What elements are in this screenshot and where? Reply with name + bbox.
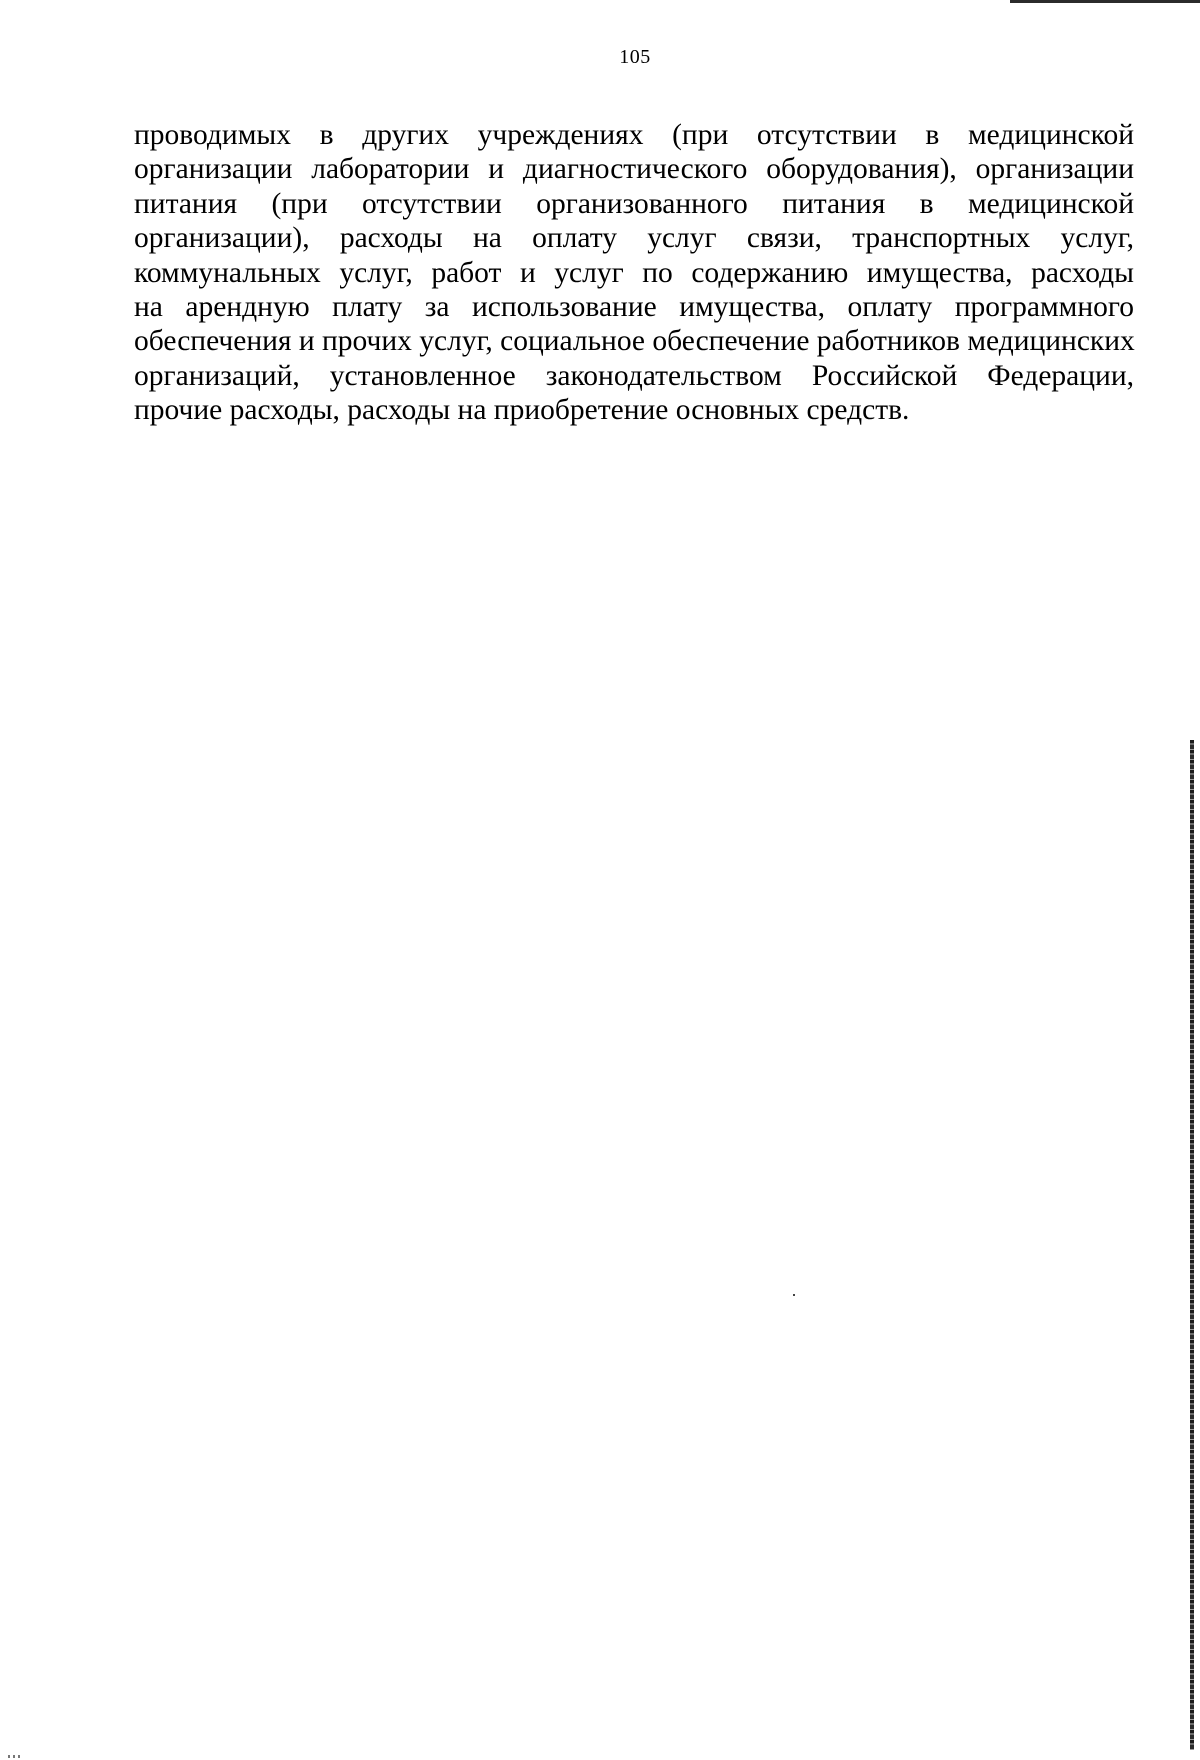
body-paragraph xyxy=(134,118,1134,428)
paragraph-line-9: прочие расходы, расходы на приобретение основных средств. xyxy=(134,394,910,427)
paragraph-line-4: организации), расходы на оплату услуг связи, транспортных услуг, xyxy=(134,222,1134,255)
scan-edge-artifact-right xyxy=(1190,740,1194,1750)
paragraph-line-6: на арендную плату за использование имущества, оплату программного xyxy=(134,291,1134,324)
paragraph-line-2: организации лаборатории и диагностического оборудования), организации xyxy=(134,153,1134,186)
paragraph-line-5: коммунальных услуг, работ и услуг по содержанию имущества, расходы xyxy=(134,256,1134,289)
paragraph-line-7: обеспечения и прочих услуг, социальное обеспечение работников медицинских xyxy=(134,325,1135,358)
scan-edge-artifact-top xyxy=(1010,0,1200,3)
page-number: 105 xyxy=(619,46,651,68)
paragraph-line-1: проводимых в других учреждениях (при отсутствии в медицинской xyxy=(134,119,1134,151)
paragraph-line-3: питания (при отсутствии организованного питания в медицинской xyxy=(134,187,1134,220)
scan-speck-artifact xyxy=(793,1294,795,1296)
scan-corner-artifact xyxy=(8,1755,22,1758)
paragraph-line-8: организаций, установленное законодательством Российской Федерации, xyxy=(134,359,1134,392)
